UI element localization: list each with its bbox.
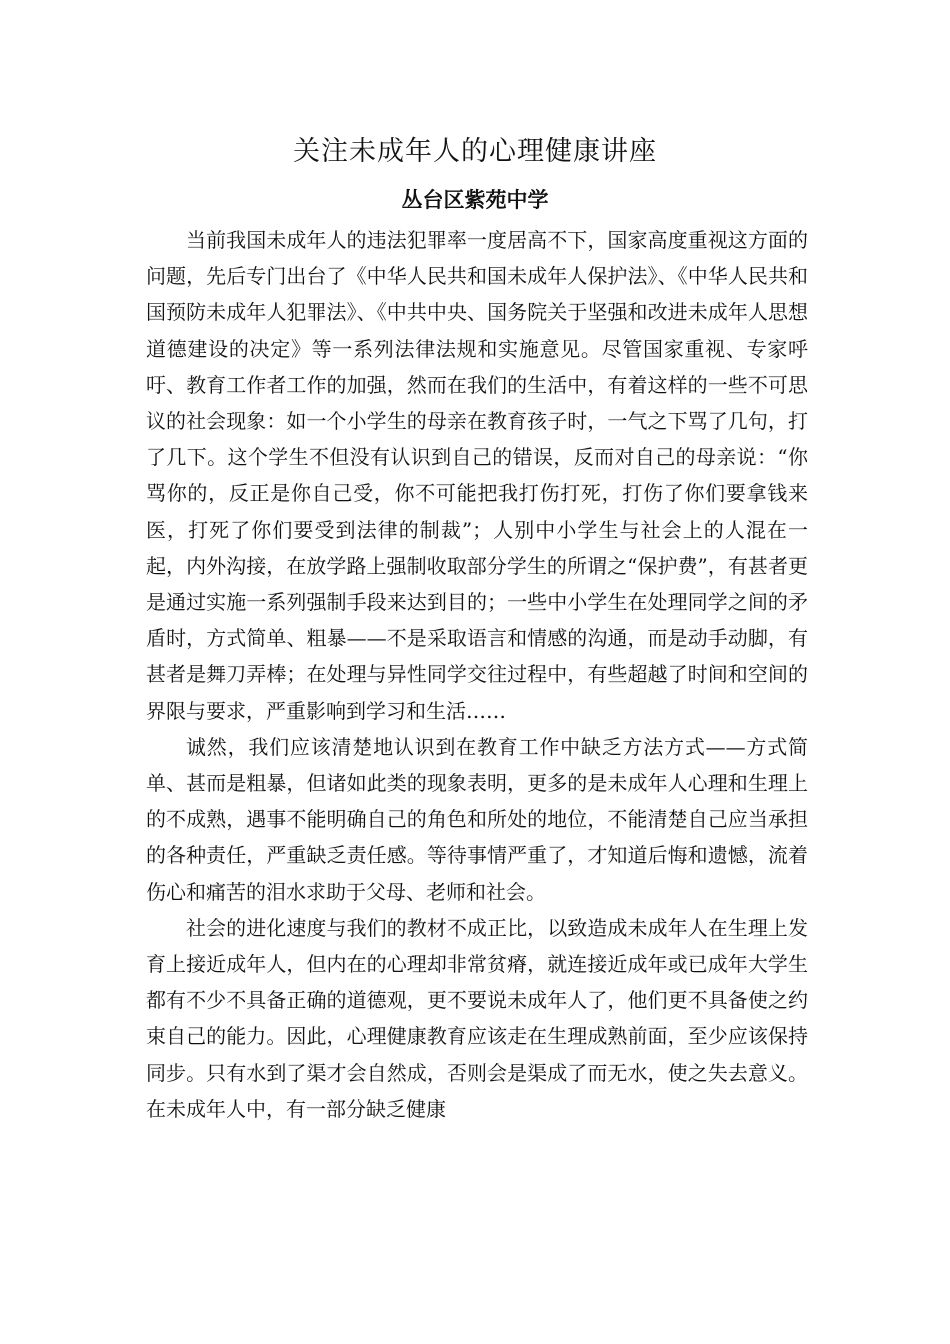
document-title: 关注未成年人的心理健康讲座 — [293, 136, 657, 167]
document-body — [146, 222, 808, 1127]
paragraph-2: 诚然，我们应该清楚地认识到在教育工作中缺乏方法方式——方式简单、甚而是粗暴，但诸如此类的现象表明，更多的是未成年人心理和生理上的不成熟，遇事不能明确自己的角色和所处的地位，不能清楚自己应当承担的各种责任，严重缺乏责任感。等待事情严重了，才知道后悔和遗憾，流着伤心和痛苦的泪水求助于父母、老师和社会。 — [146, 734, 808, 904]
paragraph-1: 当前我国未成年人的违法犯罪率一度居高不下，国家高度重视这方面的问题，先后专门出台了《中华人民共和国未成年人保护法》、《中华人民共和国预防未成年人犯罪法》、《中共中央、国务院关于坚强和改进未成年人思想道德建设的决定》等一系列法律法规和实施意见。尽管国家重视、专家呼吁、教育工作者工作的加强，然而在我们的生活中，有着这样的一些不可思议的社会现象：如一个小学生的母亲在教育孩子时，一气之下骂了几句，打了几下。这个学生不但没有认识到自己的错误，反而对自己的母亲说：“你骂你的，反正是你自己受，你不可能把我打伤打死，打伤了你们要拿钱来医，打死了你们要受到法律的制裁”；人别中小学生与社会上的人混在一起，内外沟接，在放学路上强制收取部分学生的所谓之“保护费”，有甚者更是通过实施一系列强制手段来达到目的；一些中小学生在处理同学之间的矛盾时，方式简单、粗暴——不是采取语言和情感的沟通，而是动手动脚，有甚者是舞刀弄棒；在处理与异性同学交往过程中，有些超越了时间和空间的界限与要求，严重影响到学习和生活…… — [146, 228, 808, 723]
paragraph-3: 社会的进化速度与我们的教材不成正比，以致造成未成年人在生理上发育上接近成年人，但内在的心理却非常贫瘠，就连接近成年或已成年大学生都有不少不具备正确的道德观，更不要说未成年人了，他们更不具备使之约束自己的能力。因此，心理健康教育应该走在生理成熟前面，至少应该保持同步。只有水到了渠才会自然成，否则会是渠成了而无水，使之失去意义。在未成年人中，有一部分缺乏健康 — [146, 915, 808, 1121]
document-subtitle: 丛台区紫苑中学 — [401, 188, 549, 212]
